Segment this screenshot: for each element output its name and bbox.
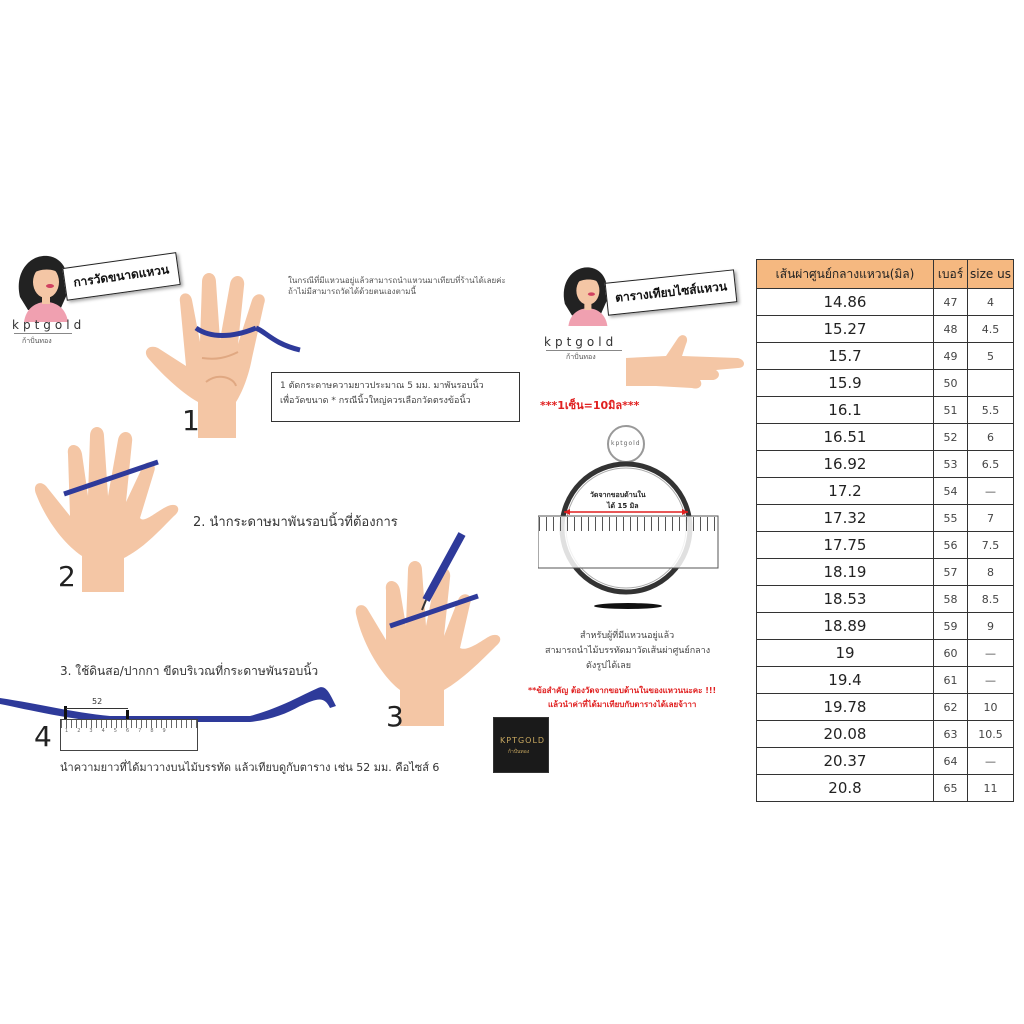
header-thai-size: เบอร์	[934, 260, 968, 289]
ruler-tick: 2	[77, 728, 90, 734]
cell-thai-size: 61	[934, 667, 968, 694]
cell-diameter: 16.1	[757, 397, 934, 424]
cell-us-size: —	[968, 478, 1014, 505]
step2-text: 2. นำกระดาษมาพันรอบนิ้วที่ต้องการ	[193, 515, 398, 530]
cell-us-size: 4.5	[968, 316, 1014, 343]
howto-title-card: การวัดขนาดแหวน	[62, 252, 180, 301]
cell-us-size: 5.5	[968, 397, 1014, 424]
cell-us-size: 9	[968, 613, 1014, 640]
cell-thai-size: 52	[934, 424, 968, 451]
header-us-size: size us	[968, 260, 1014, 289]
cell-us-size: 6.5	[968, 451, 1014, 478]
cell-diameter: 15.9	[757, 370, 934, 397]
owner-note-3: ดังรูปได้เลย	[586, 661, 632, 671]
step4-text: นำความยาวที่ได้มาวางบนไม้บรรทัด แล้วเทียบดูกับตาราง เช่น 52 มม. คือไซส์ 6	[60, 761, 440, 774]
table-row	[757, 640, 1014, 667]
brand-subtitle: ก้าปั่นทอง	[22, 337, 52, 345]
step1-instruction-box	[271, 372, 520, 422]
cell-us-size: 4	[968, 289, 1014, 316]
table-row	[757, 532, 1014, 559]
table-row	[757, 613, 1014, 640]
logo-text: KPTGOLD	[500, 736, 546, 745]
table-row	[757, 505, 1014, 532]
cell-thai-size: 58	[934, 586, 968, 613]
cell-diameter: 20.8	[757, 775, 934, 802]
step-number-4: 4	[34, 720, 52, 753]
kptgold-logo-tile	[493, 717, 549, 773]
table-row	[757, 559, 1014, 586]
cell-us-size: 10.5	[968, 721, 1014, 748]
cell-us-size: 5	[968, 343, 1014, 370]
ring-measure-illustration	[538, 420, 722, 610]
brand-subtitle: ก้าปั่นทอง	[566, 353, 596, 361]
cell-us-size: 6	[968, 424, 1014, 451]
table-row	[757, 694, 1014, 721]
pointing-hand-illustration	[626, 334, 746, 394]
conversion-note: ***1เซ็น=10มิล***	[540, 399, 640, 412]
cell-diameter: 17.32	[757, 505, 934, 532]
cell-thai-size: 64	[934, 748, 968, 775]
table-row	[757, 748, 1014, 775]
intro-text-2: ถ้าไม่มีสามารถวัดได้ด้วยตนเองตามนี้	[288, 287, 417, 296]
logo-subtext: ก้าปั่นทอง	[508, 749, 530, 755]
owner-note-2: สามารถนำไม้บรรทัดมาวัดเส้นผ่าศูนย์กลาง	[545, 646, 711, 656]
ring-brand: kptgold	[611, 440, 641, 447]
cell-diameter: 18.89	[757, 613, 934, 640]
cell-us-size: 10	[968, 694, 1014, 721]
sizechart-title-card: ตารางเทียบไซส์แหวน	[605, 269, 738, 315]
step1-text-2: เพื่อวัดขนาด * กรณีนิ้วใหญ่ควรเลือกวัดตรงข้อนิ้ว	[280, 396, 471, 406]
cell-thai-size: 60	[934, 640, 968, 667]
table-row	[757, 667, 1014, 694]
cell-thai-size: 50	[934, 370, 968, 397]
cell-thai-size: 65	[934, 775, 968, 802]
brand-logo: kptgold	[544, 335, 618, 349]
cell-thai-size: 47	[934, 289, 968, 316]
ruler-tick: 7	[138, 728, 151, 734]
brand-logo: kptgold	[12, 318, 86, 332]
cell-thai-size: 56	[934, 532, 968, 559]
ruler-tick-marks	[61, 720, 197, 728]
cell-diameter: 17.2	[757, 478, 934, 505]
cell-diameter: 20.37	[757, 748, 934, 775]
table-row	[757, 478, 1014, 505]
cell-us-size: 7	[968, 505, 1014, 532]
table-row	[757, 424, 1014, 451]
ruler-tick: 5	[113, 728, 126, 734]
cell-diameter: 17.75	[757, 532, 934, 559]
cell-thai-size: 55	[934, 505, 968, 532]
cell-us-size: —	[968, 640, 1014, 667]
hand-illustration-3	[350, 530, 510, 730]
owner-note-1: สำหรับผู้ที่มีแหวนอยู่แล้ว	[580, 631, 675, 641]
table-header-row	[757, 260, 1014, 289]
warning-note-2: แล้วนำค่าที่ได้มาเทียบกับตารางได้เลยจ้าาา	[548, 700, 697, 709]
cell-us-size: 8.5	[968, 586, 1014, 613]
cell-diameter: 19.4	[757, 667, 934, 694]
cell-diameter: 15.27	[757, 316, 934, 343]
table-row	[757, 586, 1014, 613]
intro-text-1: ในกรณีที่มีแหวนอยู่แล้วสามารถนำแหวนมาเทียบที่ร้านได้เลยค่ะ	[288, 276, 506, 285]
cell-thai-size: 51	[934, 397, 968, 424]
ring-ruler-ticks	[539, 517, 717, 531]
ruler-tick: 3	[89, 728, 102, 734]
cell-us-size: 11	[968, 775, 1014, 802]
table-row	[757, 289, 1014, 316]
cell-thai-size: 63	[934, 721, 968, 748]
ruler-tick: 8	[150, 728, 163, 734]
table-row	[757, 775, 1014, 802]
cell-thai-size: 54	[934, 478, 968, 505]
cell-us-size	[968, 370, 1014, 397]
ruler-tick-labels	[65, 728, 175, 734]
ruler-tick: 6	[125, 728, 139, 734]
warning-note-1: **ข้อสำคัญ ต้องวัดจากขอบด้านในของแหวนนะคะ !!!	[528, 686, 717, 695]
ruler-tick: 1	[65, 728, 78, 734]
step-number-1: 1	[182, 404, 200, 437]
step3-text: 3. ใช้ดินสอ/ปากกา ขีดบริเวณที่กระดาษพันรอบนิ้ว	[60, 664, 319, 678]
measure-label-1: วัดจากขอบด้านใน	[590, 491, 646, 499]
step1-text-1: 1 ตัดกระดาษความยาวประมาณ 5 มม. มาพันรอบนิ้ว	[280, 381, 484, 391]
table-row	[757, 451, 1014, 478]
step-number-3: 3	[386, 700, 404, 733]
cell-diameter: 20.08	[757, 721, 934, 748]
cell-diameter: 15.7	[757, 343, 934, 370]
ruler-tick: 9	[162, 728, 175, 734]
cell-diameter: 18.53	[757, 586, 934, 613]
cell-thai-size: 57	[934, 559, 968, 586]
ruler-mark-line	[66, 708, 128, 709]
cell-diameter: 16.51	[757, 424, 934, 451]
step-number-2: 2	[58, 560, 76, 593]
ruler-mark-label: 52	[92, 697, 103, 706]
cell-thai-size: 59	[934, 613, 968, 640]
cell-diameter: 19	[757, 640, 934, 667]
cell-thai-size: 49	[934, 343, 968, 370]
ring-size-table	[756, 259, 1014, 802]
table-row	[757, 316, 1014, 343]
measure-label-2: ได้ 15 มิล	[607, 502, 639, 510]
cell-thai-size: 48	[934, 316, 968, 343]
cell-diameter: 16.92	[757, 451, 934, 478]
cell-diameter: 19.78	[757, 694, 934, 721]
table-row	[757, 370, 1014, 397]
cell-diameter: 18.19	[757, 559, 934, 586]
cell-us-size: 8	[968, 559, 1014, 586]
table-row	[757, 397, 1014, 424]
table-row	[757, 721, 1014, 748]
table-row	[757, 343, 1014, 370]
cell-thai-size: 62	[934, 694, 968, 721]
cell-us-size: —	[968, 667, 1014, 694]
ruler	[60, 719, 198, 751]
cell-thai-size: 53	[934, 451, 968, 478]
header-diameter: เส้นผ่าศูนย์กลางแหวน(มิล)	[757, 260, 934, 289]
cell-us-size: 7.5	[968, 532, 1014, 559]
cell-diameter: 14.86	[757, 289, 934, 316]
cell-us-size: —	[968, 748, 1014, 775]
hand-illustration-2	[28, 424, 188, 594]
ruler-tick: 4	[101, 728, 114, 734]
